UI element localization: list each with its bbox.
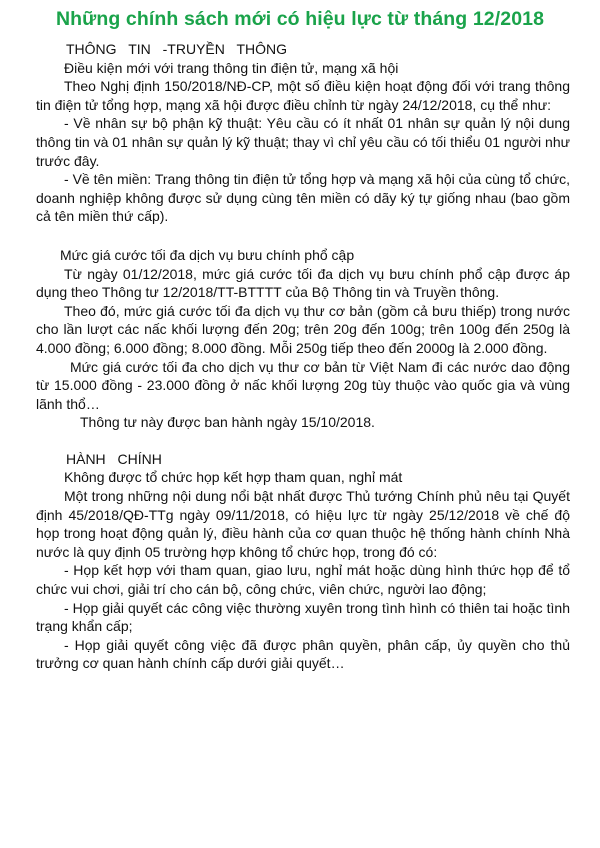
- paragraph: Theo đó, mức giá cước tối đa dịch vụ thư cơ bản (gồm cả bưu thiếp) trong nước cho lần lượt các nấc khối lượng đến 20g; trên 20g đến 100g; trên 100g đến 250g là 4.000 đồng; 6.000 đồng; 8.000 đồng. Mỗi 250g tiếp theo đến 2000g là 2.000 đồng.: [36, 302, 570, 356]
- article-body: [36, 40, 570, 673]
- page-title: Những chính sách mới có hiệu lực từ tháng 12/2018: [55, 8, 545, 30]
- paragraph: Một trong những nội dung nổi bật nhất được Thủ tướng Chính phủ nêu tại Quyết định 45/2018/QĐ-TTg ngày 09/11/2018, có hiệu lực từ ngày 25/12/2018 về chế độ họp trong hoạt động quản lý, điều hành của cơ quan thuộc hệ thống hành chính Nhà nước là quy định 05 trường hợp không tổ chức họp, trong đó có:: [36, 488, 570, 560]
- subheading-gia-cuoc: Mức giá cước tối đa dịch vụ bưu chính phổ cập: [60, 246, 355, 263]
- paragraph: Theo Nghị định 150/2018/NĐ-CP, một số điều kiện hoạt động đối với trang thông tin điện tử tổng hợp, mạng xã hội được điều chỉnh từ ngày 24/12/2018, cụ thể như:: [36, 78, 570, 113]
- paragraph-bullet: - Về tên miền: Trang thông tin điện tử tổng hợp và mạng xã hội của cùng tổ chức, doanh nghiệp không được sử dụng cùng tên miền có dãy ký tự giống nhau (bao gồm cả tên miền thứ cấp).: [36, 171, 570, 225]
- paragraph: Mức giá cước tối đa cho dịch vụ thư cơ bản từ Việt Nam đi các nước dao động từ 15.000 đồng - 23.000 đồng ở nấc khối lượng 20g tùy thuộc vào quốc gia và vùng lãnh thổ…: [36, 358, 570, 412]
- subheading-khong-hop: Không được tổ chức họp kết hợp tham quan, nghỉ mát: [64, 469, 403, 486]
- section-heading-thong-tin: THÔNG TIN -TRUYỀN THÔNG: [66, 41, 288, 57]
- paragraph: Thông tư này được ban hành ngày 15/10/2018.: [80, 414, 375, 431]
- subheading-dieu-kien: Điều kiện mới với trang thông tin điện tử, mạng xã hội: [64, 59, 399, 76]
- section-heading-hanh-chinh: HÀNH CHÍNH: [66, 450, 162, 467]
- paragraph-bullet: - Về nhân sự bộ phận kỹ thuật: Yêu cầu có ít nhất 01 nhân sự quản lý nội dung thông tin và 01 nhân sự quản lý kỹ thuật; thay vì chỉ yêu cầu có tối thiểu 01 người như trước đây.: [36, 115, 570, 169]
- paragraph-bullet: - Họp giải quyết các công việc thường xuyên trong tình hình có thiên tai hoặc tình trạng khẩn cấp;: [36, 599, 570, 635]
- paragraph-bullet: - Họp kết hợp với tham quan, giao lưu, nghỉ mát hoặc dùng hình thức họp để tổ chức vui chơi, giải trí cho cán bộ, công chức, viên chức, người lao động;: [36, 562, 570, 598]
- paragraph-bullet: - Họp giải quyết công việc đã được phân quyền, phân cấp, ủy quyền cho thủ trưởng cơ quan hành chính cấp dưới giải quyết…: [36, 636, 570, 672]
- paragraph: Từ ngày 01/12/2018, mức giá cước tối đa dịch vụ bưu chính phổ cập được áp dụng theo Thông tư 12/2018/TT-BTTTT của Bộ Thông tin và Truyền thông.: [36, 265, 570, 301]
